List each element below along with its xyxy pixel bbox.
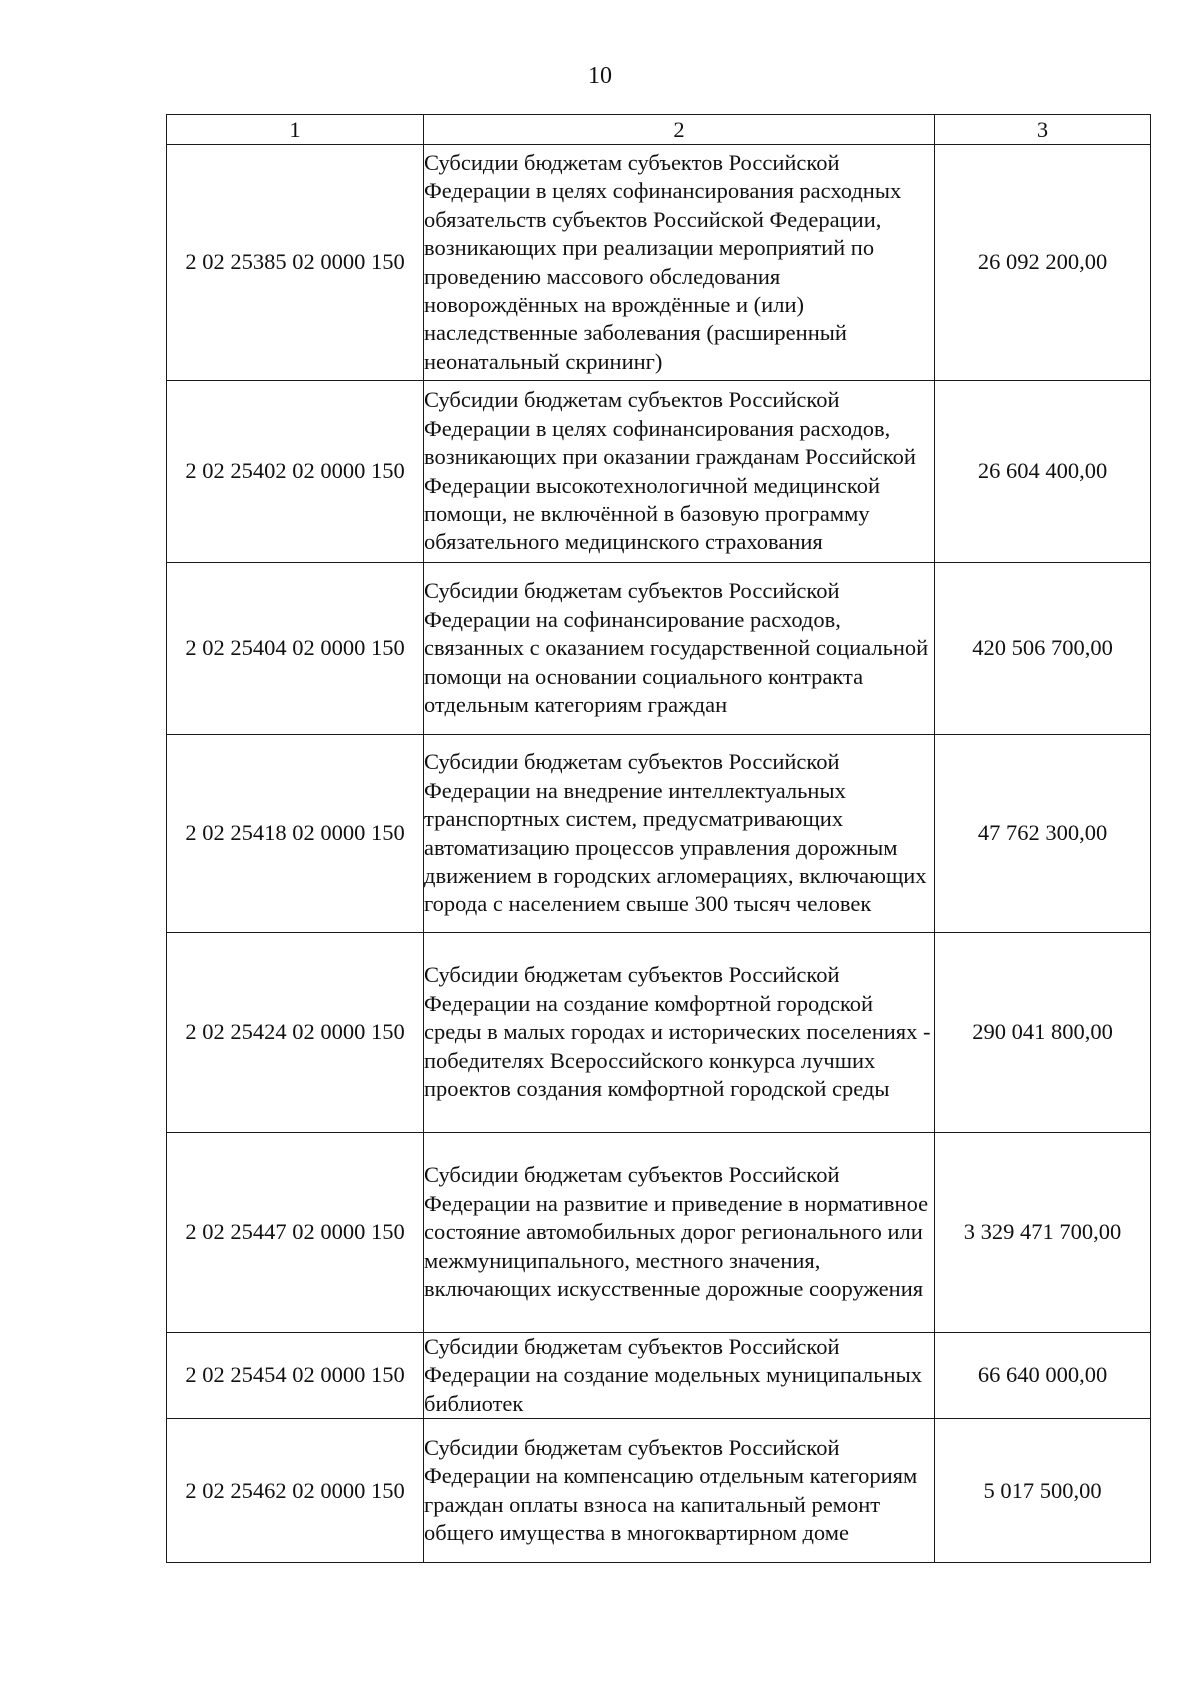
description-text: Субсидии бюджетам субъектов Российской Федерации на компенсацию отдельным категориям граждан оплаты взноса на капитальный ремонт общего имущества в многоквартирном доме [424,1434,918,1546]
amount-cell: 47 762 300,00 [935,735,1151,933]
budget-code-cell: 2 02 25424 02 0000 150 [167,933,424,1133]
description-cell [424,735,935,933]
column-header-1: 1 [167,115,424,145]
amount-cell: 26 092 200,00 [935,145,1151,381]
budget-code-cell: 2 02 25402 02 0000 150 [167,381,424,563]
description-cell [424,1333,935,1419]
table-header-row [167,115,1151,145]
budget-code-cell: 2 02 25447 02 0000 150 [167,1133,424,1333]
description-text: Субсидии бюджетам субъектов Российской Федерации на развитие и приведение в нормативное состояние автомобильных дорог регионального или межмуниципального, местного значения, включающих искусственные дорожные сооружения [424,1162,929,1302]
description-text: Субсидии бюджетам субъектов Российской Федерации на внедрение интеллектуальных транспортных систем, предусматривающих автоматизацию процессов управления дорожным движением в городских агломерациях, включающих города с населением свыше 300 тысяч человек [424,749,927,917]
page-number: 10 [588,63,612,89]
budget-code-cell: 2 02 25385 02 0000 150 [167,145,424,381]
table-row [167,1419,1151,1563]
description-text: Субсидии бюджетам субъектов Российской Федерации в целях софинансирования расходов, возникающих при оказании гражданам Российской Федерации высокотехнологичной медицинской помощи, не включённой в базовую программу обязательного медицинского страхования [424,387,916,555]
description-cell [424,381,935,563]
amount-cell: 5 017 500,00 [935,1419,1151,1563]
table-row [167,381,1151,563]
table-row [167,145,1151,381]
amount-cell: 26 604 400,00 [935,381,1151,563]
table-row [167,1333,1151,1419]
budget-code-cell: 2 02 25404 02 0000 150 [167,563,424,735]
table-row [167,1133,1151,1333]
amount-cell: 66 640 000,00 [935,1333,1151,1419]
description-text: Субсидии бюджетам субъектов Российской Федерации на софинансирование расходов, связанных с оказанием государственной социальной помощи на основании социального контракта отдельным категориям граждан [424,578,929,718]
description-cell [424,563,935,735]
budget-code-cell: 2 02 25462 02 0000 150 [167,1419,424,1563]
budget-code-cell: 2 02 25418 02 0000 150 [167,735,424,933]
description-text: Субсидии бюджетам субъектов Российской Федерации в целях софинансирования расходных обязательств субъектов Российской Федерации, возникающих при реализации мероприятий по проведению массового обследования новорождённых на врождённые и (или) наследственные заболевания (расширенный неонатальный скрининг) [424,149,902,374]
description-cell [424,145,935,381]
amount-cell: 420 506 700,00 [935,563,1151,735]
budget-table [166,114,1151,1563]
description-text: Субсидии бюджетам субъектов Российской Федерации на создание модельных муниципальных библиотек [424,1334,922,1416]
amount-cell: 3 329 471 700,00 [935,1133,1151,1333]
column-header-2: 2 [424,115,935,145]
description-cell [424,1133,935,1333]
table-row [167,933,1151,1133]
table-row [167,735,1151,933]
description-cell [424,1419,935,1563]
budget-code-cell: 2 02 25454 02 0000 150 [167,1333,424,1419]
description-cell [424,933,935,1133]
table-row [167,563,1151,735]
amount-cell: 290 041 800,00 [935,933,1151,1133]
column-header-3: 3 [935,115,1151,145]
description-text: Субсидии бюджетам субъектов Российской Федерации на создание комфортной городской среды в малых городах и исторических поселениях - победителях Всероссийского конкурса лучших проектов создания комфортной городской среды [424,962,931,1102]
